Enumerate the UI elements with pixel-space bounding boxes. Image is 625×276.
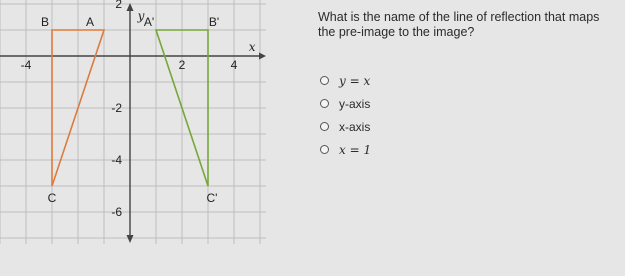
- grid: [0, 0, 266, 244]
- radio-button[interactable]: [320, 122, 329, 131]
- question-text: What is the name of the line of reflection that maps the pre-image to the image?: [318, 10, 600, 39]
- x-axis-arrow-icon: [259, 53, 266, 60]
- vertex-label-c-prime: C': [206, 191, 218, 205]
- coordinate-graph: [0, 0, 268, 246]
- vertex-label-a-prime: A': [143, 15, 155, 29]
- x-tick-label: 2: [178, 58, 186, 72]
- vertex-label-c: C: [47, 191, 57, 205]
- y-axis-arrow-icon: [127, 235, 134, 243]
- option-label: x = 1: [339, 142, 372, 157]
- radio-button[interactable]: [320, 145, 329, 154]
- x-tick-label: -4: [20, 58, 32, 72]
- axes: [0, 3, 266, 243]
- option-label: y = x: [339, 73, 371, 88]
- option-y-axis[interactable]: [320, 97, 618, 110]
- x-axis-label: x: [248, 40, 256, 54]
- y-tick-label: 2: [115, 0, 122, 11]
- question-panel: [318, 10, 618, 166]
- vertex-label-a: A: [85, 15, 95, 29]
- y-tick-label: -2: [111, 101, 122, 115]
- radio-button[interactable]: [320, 76, 329, 85]
- option-x-axis[interactable]: [320, 120, 618, 133]
- option-y-equals-x[interactable]: [320, 74, 618, 87]
- vertex-label-b: B: [40, 15, 50, 29]
- option-x-equals-1[interactable]: [320, 143, 618, 156]
- y-axis-label: y: [137, 9, 145, 23]
- y-tick-label: -4: [111, 153, 122, 167]
- graph-canvas: [0, 0, 268, 246]
- answer-options: [318, 74, 618, 156]
- y-tick-label: -6: [111, 205, 122, 219]
- radio-button[interactable]: [320, 99, 329, 108]
- vertex-label-b-prime: B': [208, 15, 220, 29]
- option-label: x-axis: [339, 119, 371, 134]
- option-label: y-axis: [339, 96, 371, 111]
- x-tick-label: 4: [230, 58, 238, 72]
